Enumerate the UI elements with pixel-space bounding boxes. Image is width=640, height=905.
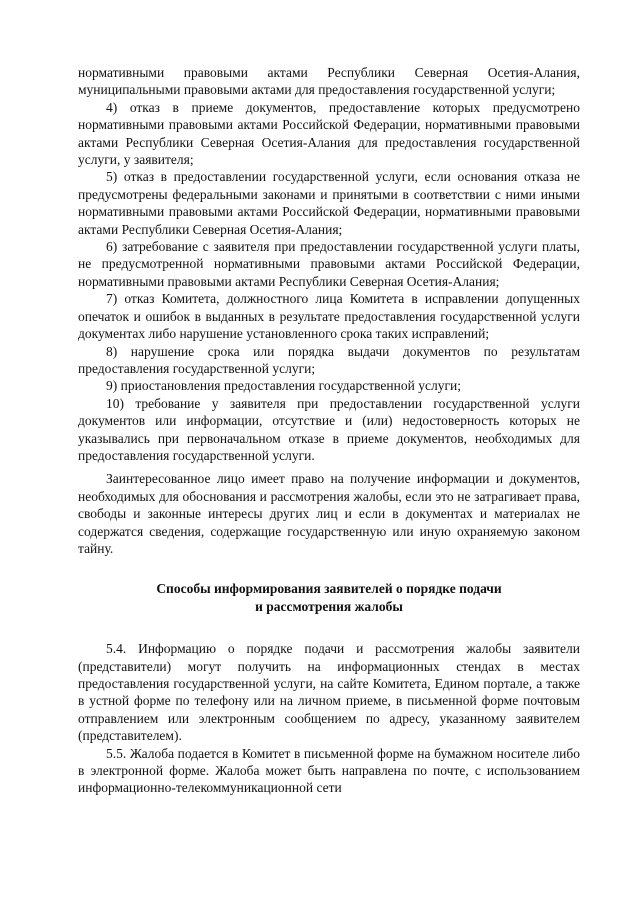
list-item-9: 9) приостановления предоставления государственной услуги;: [106, 378, 461, 394]
paragraph-continuation: нормативными правовыми актами Республики Северная Осетия-Алания, муниципальными правовыми актами для предоставления государственной услуги;: [78, 65, 580, 98]
list-item-4: 4) отказ в приеме документов, предоставление которых предусмотрено нормативными правовыми актами Российской Федерации, нормативными правовыми актами Республики Северная Осетия-Алания для предоставления государственной услуги, у заявителя;: [78, 99, 580, 168]
document-page: [78, 64, 580, 797]
list-item-5: 5) отказ в предоставлении государственной услуги, если основания отказа не предусмотрены федеральными законами и принятыми в соответствии с ними иными нормативными правовыми актами Российской Федерации, нормативными правовыми актами Республики Северная Осетия-Алания;: [78, 169, 580, 237]
paragraph-block-bottom: [78, 640, 580, 797]
list-item-7: 7) отказ Комитета, должностного лица Комитета в исправлении допущенных опечаток и ошибок в выданных в результате предоставления государственной услуги документах либо нарушение установленного срока таких исправлений;: [78, 291, 580, 342]
list-item-10: 10) требование у заявителя при предоставлении государственной услуги документов или информации, отсутствие и (или) недостоверность которых не указывались при первоначальном отказе в приеме документов, необходимых для предоставления государственной услуги.: [78, 395, 580, 463]
section-heading-line-2: и рассмотрения жалобы: [255, 598, 403, 614]
paragraph-5-5: 5.5. Жалоба подается в Комитет в письменной форме на бумажном носителе либо в электронной форме. Жалоба может быть направлена по почте, с использованием информационно-телекоммуникационной сети: [78, 745, 580, 796]
paragraph-rights: Заинтересованное лицо имеет право на получение информации и документов, необходимых для обоснования и рассмотрения жалобы, если это не затрагивает права, свободы и законные интересы других лиц и если в документах и материалах не содержатся сведения, содержащие государственную или иную охраняемую законом тайну.: [78, 471, 580, 556]
list-item-6: 6) затребование с заявителя при предоставлении государственной услуги платы, не предусмотренной нормативными правовыми актами Российской Федерации, нормативными правовыми актами Республики Северная Осетия-Алания;: [78, 239, 580, 289]
paragraph-block-top: [78, 64, 580, 557]
paragraph-5-4: 5.4. Информацию о порядке подачи и рассмотрения жалобы заявители (представители) могут получить на информационных стендах в местах предоставления государственной услуги, на сайте Комитета, Едином портале, а также в устной форме по телефону или на личном приеме, в письменной форме почтовым отправлением или электронным сообщением по адресу, указанному заявителем (представителем).: [78, 641, 580, 744]
section-heading-line-1: Способы информирования заявителей о порядке подачи: [156, 581, 502, 597]
section-heading: [78, 580, 580, 615]
list-item-8: 8) нарушение срока или порядка выдачи документов по результатам предоставления государственной услуги;: [78, 343, 580, 376]
